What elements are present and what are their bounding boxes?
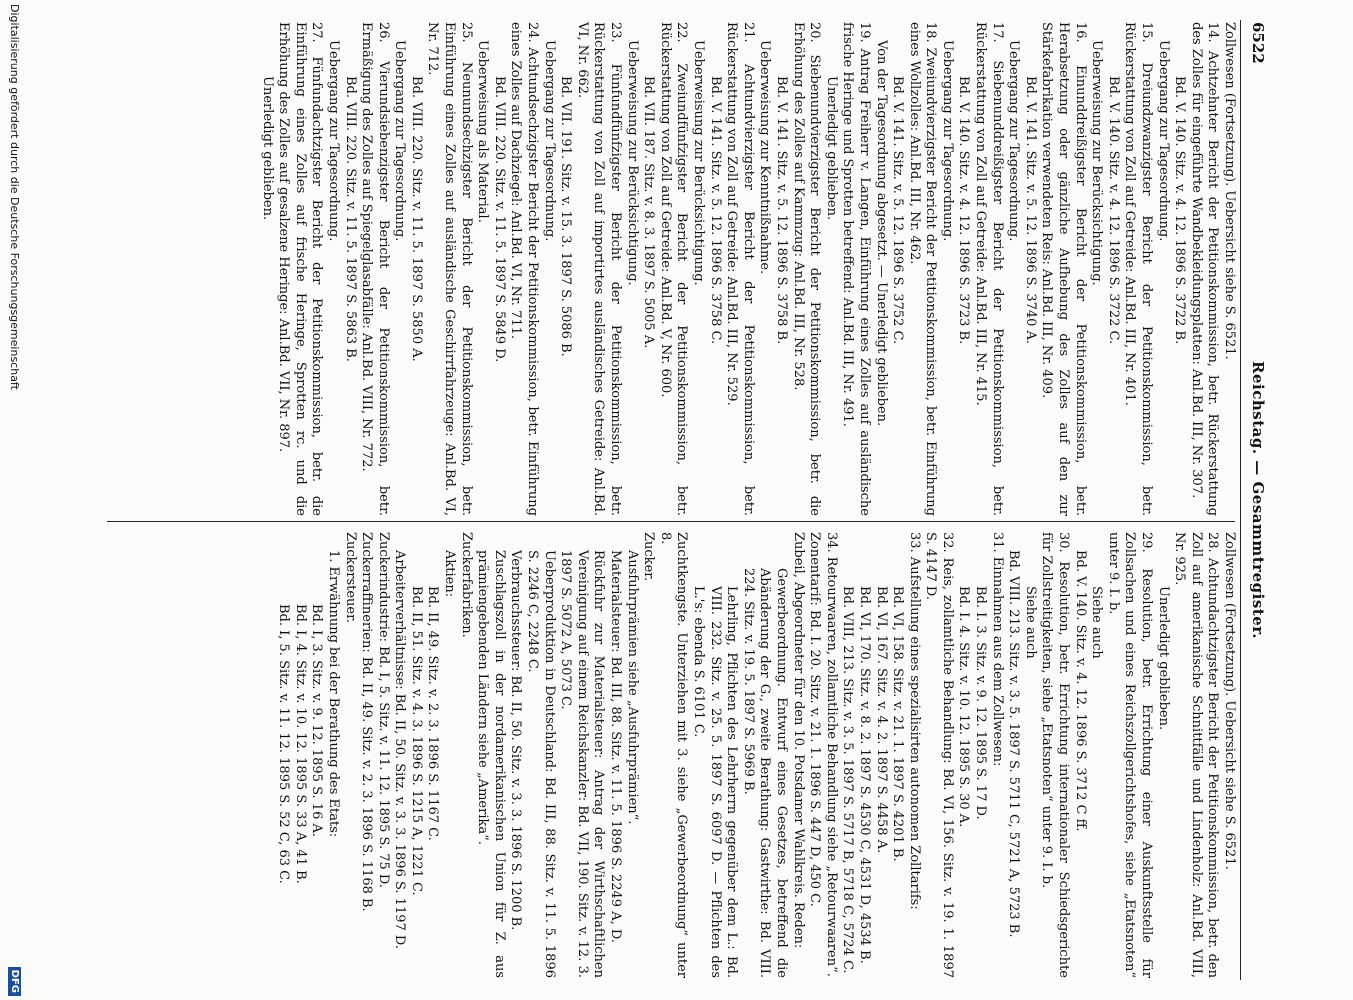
outcome-line: Ueberweisung zur Kenntnißnahme.	[757, 40, 773, 275]
citation-line: Bd. II, 49. Sitz. v. 2. 3. 1896 S. 1167 C.	[425, 586, 441, 841]
section-heading: Zollwesen (Fortsetzung). Uebersicht siehe S. 6521.	[1222, 532, 1237, 870]
column-divider	[107, 521, 1235, 522]
outcome-line: Unerledigt geblieben.	[259, 76, 275, 221]
register-entry: 18. Zweiundvierzigster Bericht der Petitionskommission, betr. Einführung eines Wollzolles: Anl.Bd. III, Nr. 462.	[906, 22, 939, 516]
page-number: 6522	[1249, 22, 1267, 64]
register-entry: Zuschlagszoll in der nordamerikanischen Union für Z. aus prämiengebenden Ländern siehe „Amerika“.	[475, 550, 507, 978]
outcome-line: Unerledigt geblieben.	[823, 76, 839, 221]
citation-line: Bd. V. 140. Sitz. v. 4. 12. 1896 S. 3723 B.	[956, 76, 972, 345]
citation-line: Bd. VII. 187. Sitz. v. 8. 3. 1897 S. 5005 A.	[641, 76, 657, 349]
register-entry: Gewerbeordnung. Entwurf eines Gesetzes, betreffend die Abänderung der G., zweite Berathung: Gastwirthe: Bd. VIII. 224. Sitz. v. 19. 5. 1897 S. 5969 B.	[740, 568, 789, 978]
citation-line: Bd. II, 51. Sitz. v. 4. 3. 1896 S. 1215 A, 1221 C.	[408, 586, 424, 896]
outcome-line: Uebergang zur Tagesordnung.	[325, 40, 341, 242]
register-entry: 14. Achtzehnter Bericht der Petitionskommission, betr. Rückerstattung des Zolles für eingeführte Wandbekleidungsplatten: Anl.Bd. III, Nr. 307.	[1188, 22, 1221, 516]
section-heading: Zollwesen (Fortsetzung). Uebersicht siehe S. 6521.	[1222, 22, 1237, 360]
section-heading: Zuckersteuer.	[342, 532, 358, 624]
register-entry: 30. Resolution, betr. Errichtung internationaler Schiedsgerichte für Zollstreitigkeiten, siehe „Etatsnoten“ unter 9. I. b.	[1039, 532, 1072, 978]
citation-line: Bd. I, 4. Sitz. v. 10. 12. 1895 S. 33 A, 41 B.	[292, 604, 308, 884]
section-heading: Zuchtkengste. Unterziehen mit 3. siehe „Gewerbeordnung“ unter 8.	[657, 532, 690, 978]
sub-heading: Aktien:	[442, 550, 458, 598]
citation-line: Bd. VIII. 220. Sitz. v. 11. 5. 1897 S. 5863 B.	[342, 76, 358, 362]
section-heading: Zuckerraffinerien: Bd. II, 49. Sitz. v. 2. 3. 1896 S. 1168 B.	[359, 532, 375, 912]
citation-line: Bd. I, 3. Sitz. v. 9. 12. 1895 S. 16 A.	[309, 604, 325, 838]
register-entry: 16. Einunddreißigster Bericht der Petitionskommission, betr. Herabsetzung oder gänzliche Aufhebung des Zolles auf den zur Stärkefabrikation verwendeten Reis: Anl.Bd. III, Nr. 409.	[1039, 22, 1088, 516]
right-column	[275, 532, 1237, 978]
outcome-line: Ueberweisung zur Berücksichtigung.	[624, 40, 640, 286]
register-entry: Ausfuhrprämien siehe „Ausfuhrprämien“.	[624, 550, 640, 825]
outcome-line: Uebergang zur Tagesordnung.	[1155, 40, 1171, 242]
register-entry: 34. Retourwaaren, zollamtliche Behandlung siehe „Retourwaaren“.	[823, 532, 839, 977]
register-entry: 33. Aufstellung eines spezialisirten autonomen Zolltarifs:	[906, 532, 922, 910]
citation-line: Bd. V. 140. Sitz. v. 4. 12. 1896 S. 3712 C ff.	[1072, 550, 1088, 832]
register-entry: 17. Siebenunddreißigster Bericht der Petitionskommission, betr. Rückerstattung von Zoll auf Getreide: Anl.Bd. III, Nr. 415.	[973, 22, 1005, 516]
running-head	[1249, 22, 1267, 978]
register-entry: Materialsteuer: Bd. III, 88. Sitz. v. 11. 5. 1896 S. 2249 A, D.	[608, 550, 624, 943]
register-entry: 21. Achtundvierzigster Bericht der Petitionskommission, betr. Rückerstattung von Zoll auf Getreide: Anl.Bd. III, Nr. 529.	[724, 22, 756, 516]
section-heading: Zuckerindustrie: Bd. I, 5. Sitz. v. 11. 12. 1895 S. 75 D.	[375, 532, 391, 889]
register-entry: 23. Fünfundfünfzigster Bericht der Petitionskommission, betr. Rückerstattung von Zoll auf importirtes ausländisches Getreide: Anl.Bd. VI, Nr. 662.	[574, 22, 624, 516]
register-entry: 31. Einnahmen aus dem Zollwesen:	[989, 532, 1005, 767]
citation-line: Bd. VIII. 220. Sitz. v. 11. 5. 1897 S. 5850 A.	[408, 76, 424, 362]
register-entry: Ueberproduktion in Deutschland: Bd. III, 88. Sitz. v. 11. 5. 1896 S. 2246 C, 2248 C.	[525, 550, 557, 978]
citation-line: Bd. I. 4. Sitz. v. 10. 12. 1895 S. 30 A.	[956, 586, 972, 828]
outcome-line: Ueberweisung als Material.	[475, 40, 491, 223]
section-heading: Zuckerfabriken.	[458, 532, 474, 638]
citation-line: Bd. V. 141. Sitz. v. 5. 12. 1896 S. 3752 C.	[890, 76, 906, 345]
outcome-line: Uebergang zur Tagesordnung.	[541, 40, 557, 242]
register-entry: 25. Neunundsechzigster Bericht der Petitionskommission, betr. Einführung eines Zolles auf ausländische Geschirrfahrzeuge: Anl.Bd. VI, Nr. 712.	[425, 22, 474, 516]
running-head-text: Reichstag. — Gesammtregister.	[1249, 361, 1267, 639]
register-entry: 28. Achtundachtzigster Bericht der Petitionskommission, betr. den Zoll auf amerikanische Schnittfälle und Lindenholz: Anl.Bd. VIII, Nr. 925.	[1172, 532, 1221, 978]
register-entry: Arbeiterverhältnisse: Bd. II, 50. Sitz. v. 3. 3. 1896 S. 1197 D.	[392, 550, 408, 949]
section-heading: Zucker.	[641, 532, 657, 582]
citation-line: Bd. V. 140. Sitz. v. 4. 12. 1896 S. 3722 B.	[1172, 76, 1188, 345]
left-column	[258, 22, 1237, 516]
outcome-line: Ueberweisung zur Berücksichtigung.	[1089, 40, 1105, 286]
see-also-line: Siehe auch	[1022, 586, 1038, 659]
citation-line: Bd. VI, 158. Sitz. v. 21. 1. 1897 S. 4201 B.	[890, 586, 906, 862]
digitization-footer	[3, 0, 23, 1000]
outcome-line: Uebergang zur Tagesordnung.	[1006, 40, 1022, 242]
register-entry: 20. Siebenundvierzigster Bericht der Petitionskommission, betr. die Erhöhung des Zolles auf Kammzug: Anl.Bd. III, Nr. 528.	[790, 22, 823, 516]
register-entry: 24. Achtundsechzigster Bericht der Petitionskommission, betr. Einführung eines Zolles auf Dachziegel: Anl.Bd. VI, Nr. 711.	[508, 22, 541, 516]
citation-line: Bd. V. 141. Sitz. v. 5. 12. 1896 S. 3740 A.	[1022, 76, 1038, 345]
outcome-line: Von der Tagesordnung abgesetzt. — Unerledigt geblieben.	[873, 40, 889, 427]
section-heading: Zubeil, Abgeordneter für den 10. Potsdamer Wahlkreis. Reden:	[790, 532, 806, 949]
register-entry: 15. Dreiundzwanzigster Bericht der Petitionskommission, betr. Rückerstattung von Zoll auf Getreide: Anl.Bd. III, Nr. 401.	[1122, 22, 1155, 516]
register-entry: 1. Erwähnung bei der Berathung des Etats:	[325, 550, 341, 838]
citation-line: Bd. VI, 170. Sitz. v. 8. 2. 1897 S. 4530 C, 4531 D, 4534 B.	[856, 586, 872, 964]
citation-line: Bd. V. 140. Sitz. v. 4. 12. 1896 S. 3722 C.	[1105, 76, 1121, 345]
citation-line: Bd. VIII. 213. Sitz. v. 3. 5. 1897 S. 5711 C, 5721 A, 5723 B.	[1006, 550, 1022, 938]
register-entry: 29. Resolution, betr. Errichtung einer Auskunftsstelle für Zollsachen und eines Reichszollgerichtshofes, siehe „Etatsnoten“ unter 9. I. b.	[1105, 532, 1155, 978]
funding-note: Digitalisierung gefördert durch die Deutsche Forschungsgemeinschaft	[8, 4, 21, 390]
citation-line: Bd. V. 141. Sitz. v. 5. 12. 1896 S. 3758 C.	[707, 76, 723, 345]
outcome-line: Uebergang zur Tagesordnung.	[939, 40, 955, 242]
register-entry: 19. Antrag Freiherr v. Langen, Einführung eines Zolles auf ausländische frische Heringe und Sprotten betreffend: Anl.Bd. III, Nr. 491.	[840, 22, 872, 516]
outcome-line: Ueberweisung zur Berücksichtigung.	[691, 40, 706, 286]
register-entry: 22. Zweiundfünfzigster Bericht der Petitionskommission, betr. Rückerstattung von Zoll auf Getreide: Anl.Bd. V, Nr. 600.	[657, 22, 690, 516]
outcome-line: Unerledigt geblieben.	[1155, 586, 1171, 731]
citation-line: Bd. VI, 167. Sitz. v. 4. 2. 1897 S. 4458 A.	[873, 586, 889, 854]
register-entry: Lehrling, Pflichten des Lehrherrn gegenüber dem L.: Bd. VIII. 232. Sitz. v. 25. 5. 1897 S. 6097 D. — Pflichten des L.'s: ebenda S. 6101 C.	[691, 586, 740, 978]
dfg-logo: DFG	[8, 967, 21, 996]
citation-line: Bd. VII. 191. Sitz. v. 15. 3. 1897 S. 5086 B.	[558, 76, 574, 357]
citation-line: Bd. I, 5. Sitz. v. 11. 12. 1895 S. 52 C, 63 C.	[276, 604, 292, 884]
header-rule	[1240, 20, 1241, 980]
section-heading: Zonentarif: Bd. I. 20. Sitz. v. 21. 1. 1896 S. 447 D, 450 C.	[807, 532, 823, 907]
outcome-line: Uebergang zur Tagesordnung.	[392, 40, 408, 242]
register-entry: 27. Fünfundachtzigster Bericht der Petitionskommission, betr. die Einführung eines Zolles auf frische Heringe, Sprotten rc. und die Erhöhung des Zolles auf gesalzene Heringe: Anl.Bd. VII, Nr. 897.	[276, 22, 325, 516]
citation-line: Bd. V. 141. Sitz. v. 5. 12. 1896 S. 3758 B.	[773, 76, 789, 345]
register-entry: Rückfuhr zur Materialsteuer: Antrag der Wirthschaftlichen Vereinigung auf einem Reichskanzler: Bd. VII, 190. Sitz. v. 12. 3. 1897 S. 5072 A, 5073 C.	[558, 550, 607, 978]
citation-line: Bd. VIII, 213. Sitz. v. 3. 5. 1897 S. 5717 B, 5718 C, 5724 C.	[840, 586, 856, 974]
citation-line: Bd. I. 3. Sitz. v. 9. 12. 1895 S. 17 D.	[973, 586, 989, 820]
see-also-line: Siehe auch	[1089, 586, 1105, 659]
page-header	[1247, 22, 1267, 978]
register-entry: 26. Vierundsiebenzigster Bericht der Petitionskommission, betr. Ermäßigung des Zolles auf Spiegelglasabfälle: Anl.Bd. VIII, Nr. 772.	[359, 22, 391, 516]
citation-line: Bd. VIII. 220. Sitz. v. 11. 5. 1897 S. 5849 D.	[491, 76, 507, 363]
register-entry: Verbrauchssteuer: Bd. II, 50. Sitz. v. 3. 3. 1896 S. 1200 B.	[508, 550, 524, 931]
register-entry: 32. Reis, zollamtliche Behandlung: Bd. VI, 156. Sitz. v. 19. 1. 1897 S. 4147 D.	[923, 532, 955, 978]
